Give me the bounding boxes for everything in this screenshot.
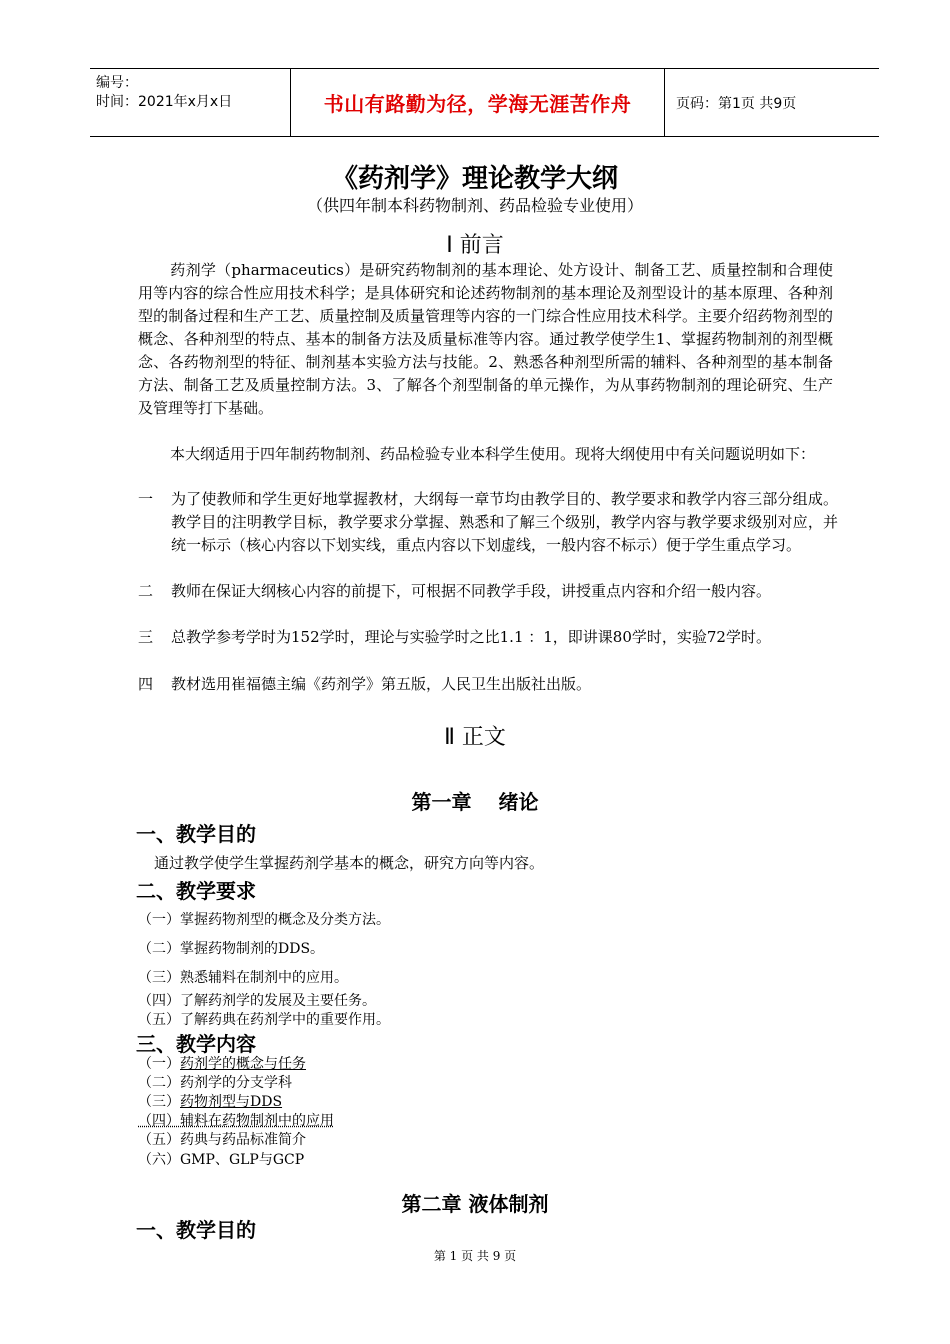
requirement-item: （二）掌握药物制剂的DDS。 xyxy=(138,941,325,957)
header-meta-cell xyxy=(90,69,290,136)
preface-item-text: 教师在保证大纲核心内容的前提下，可根据不同教学手段，讲授重点内容和介绍一般内容。 xyxy=(171,582,772,600)
preface-item-text: 为了使教师和学生更好地掌握教材，大纲每一章节均由教学目的、教学要求和教学内容三部分组成。教学目的注明教学目标，教学要求分掌握、熟悉和了解三个级别，教学内容与教学要求级别对应，并统一标示（核心内容以下划实线，重点内容以下划虚线，一般内容不标示）便于学生重点学习。 xyxy=(171,490,838,554)
preface-item xyxy=(138,673,838,696)
content-item-text: 药物剂型与DDS xyxy=(180,1094,283,1110)
header-page-cell xyxy=(664,69,879,136)
requirement-item: （一）掌握药物剂型的概念及分类方法。 xyxy=(138,912,390,928)
content-item-prefix: （六） xyxy=(138,1152,180,1168)
chapter-1-title: 第一章 绪论 xyxy=(411,790,539,814)
preface-item-number: 一 xyxy=(138,490,154,508)
content-item-text: 药剂学的概念与任务 xyxy=(180,1056,306,1072)
preface-paragraph-2 xyxy=(138,443,833,466)
content-item-text: （四）辅料在药物制剂中的应用 xyxy=(138,1113,334,1129)
preface-item-number: 二 xyxy=(138,582,154,600)
requirement-item: （五）了解药典在药剂学中的重要作用。 xyxy=(138,1012,390,1028)
requirement-item: （三）熟悉辅料在制剂中的应用。 xyxy=(138,970,348,986)
header-motto-cell xyxy=(290,69,665,136)
chapter-1-goal-text: 通过教学使学生掌握药剂学基本的概念，研究方向等内容。 xyxy=(154,854,545,872)
content-item-prefix: （三） xyxy=(138,1094,180,1110)
content-item-text: GMP、GLP与GCP xyxy=(180,1152,305,1168)
header-motto: 书山有路勤为径，学海无涯苦作舟 xyxy=(323,92,632,116)
body-heading: Ⅱ 正文 xyxy=(444,725,506,750)
preface-item xyxy=(138,580,838,603)
preface-paragraph-2-text: 本大纲适用于四年制药物制剂、药品检验专业本科学生使用。现将大纲使用中有关问题说明如下： xyxy=(170,445,816,463)
header-page-info: 页码：第1页 共9页 xyxy=(676,95,797,112)
document-subtitle: （供四年制本科药物制剂、药品检验专业使用） xyxy=(306,196,643,215)
content-item xyxy=(138,1053,306,1073)
preface-paragraph-1-text: 药剂学（pharmaceutics）是研究药物制剂的基本理论、处方设计、制备工艺、质量控制和合理使用等内容的综合性应用技术科学；是具体研究和论述药物制剂的基本理论及剂型设计的基本原理、各种剂型的制备过程和生产工艺、质量控制及质量管理等内容的一门综合性应用技术科学。主要介绍药物剂型的概念、各种剂型的特点、基本的制备方法及质量标准等内容。通过教学使学生1、掌握药物制剂的剂型概念、各药物剂型的特征、制剂基本实验方法与技能。2、熟悉各种剂型所需的辅料、各种剂型的基本制备方法、制备工艺及质量控制方法。3、了解各个剂型制备的单元操作，为从事药物制剂的理论研究、生产及管理等打下基础。 xyxy=(138,261,833,417)
preface-item-number: 四 xyxy=(138,675,154,693)
chapter-2-title: 第二章 液体制剂 xyxy=(401,1192,549,1216)
document-title: 《药剂学》理论教学大纲 xyxy=(331,164,618,194)
content-item xyxy=(138,1072,292,1092)
preface-item-number: 三 xyxy=(138,628,154,646)
chapter-2-goal-heading: 一、教学目的 xyxy=(136,1218,256,1242)
content-item xyxy=(138,1149,304,1169)
chapter-1-content-heading: 三、教学内容 xyxy=(136,1032,256,1056)
preface-paragraph-1 xyxy=(138,259,833,420)
page-footer: 第 1 页 共 9 页 xyxy=(433,1249,517,1263)
chapter-1-requirements-heading: 二、教学要求 xyxy=(136,879,256,903)
content-item xyxy=(138,1091,282,1111)
time-label: 时间：2021年x月x日 xyxy=(96,94,233,110)
preface-item-text: 教材选用崔福德主编《药剂学》第五版，人民卫生出版社出版。 xyxy=(171,675,592,693)
content-item xyxy=(138,1129,306,1149)
content-item-prefix: （五） xyxy=(138,1132,180,1148)
serial-label: 编号： xyxy=(96,75,138,91)
preface-item xyxy=(138,626,838,649)
content-item-text: 药剂学的分支学科 xyxy=(180,1075,292,1091)
page-header xyxy=(90,68,879,137)
chapter-1-goal-heading: 一、教学目的 xyxy=(136,822,256,846)
preface-item xyxy=(138,488,838,557)
requirement-item: （四）了解药剂学的发展及主要任务。 xyxy=(138,993,376,1009)
content-item-prefix: （二） xyxy=(138,1075,180,1091)
preface-item-text: 总教学参考学时为152学时，理论与实验学时之比1.1 ：1，即讲课80学时，实验72学时。 xyxy=(171,628,771,646)
content-item-text: 药典与药品标准简介 xyxy=(180,1132,306,1148)
preface-heading: Ⅰ 前言 xyxy=(446,233,504,258)
content-item-prefix: （一） xyxy=(138,1056,180,1072)
content-item xyxy=(138,1110,334,1130)
